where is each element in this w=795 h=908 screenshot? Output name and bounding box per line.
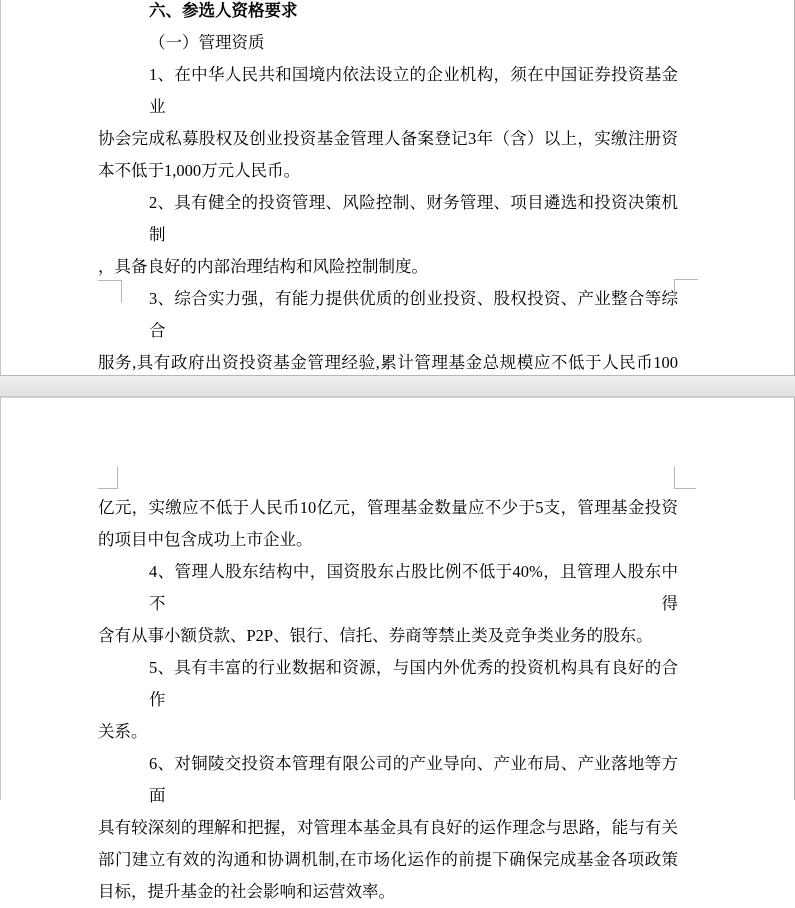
page-gap <box>0 376 795 397</box>
margin-corner-mark-top-right <box>674 467 696 489</box>
paragraph-line: 亿元，实缴应不低于人民币10亿元，管理基金数量应不少于5支，管理基金投资 <box>98 498 678 517</box>
paragraph-line: 部门建立有效的沟通和协调机制,在市场化运作的前提下确保完成基金各项政策 <box>98 850 678 869</box>
paragraph-line: 5、具有丰富的行业数据和资源，与国内外优秀的投资机构具有良好的合作 <box>149 658 678 709</box>
page-2-text <box>98 492 678 908</box>
paragraph-line: 服务,具有政府出资投资基金管理经验,累计管理基金总规模应不低于人民币100 <box>98 353 678 372</box>
paragraph-line: 协会完成私募股权及创业投资基金管理人备案登记3年（含）以上，实缴注册资 <box>98 129 678 148</box>
paragraph-line: 的项目中包含成功上市企业。 <box>98 530 313 549</box>
paragraph-line: 目标，提升基金的社会影响和运营效率。 <box>98 882 395 901</box>
paragraph-line: 具有较深刻的理解和把握，对管理本基金具有良好的运作理念与思路，能与有关 <box>98 818 678 837</box>
paragraph-line: 含有从事小额贷款、P2P、银行、信托、券商等禁止类及竞争类业务的股东。 <box>98 626 653 645</box>
margin-corner-mark-bottom-right <box>674 279 698 303</box>
section-heading: 六、参选人资格要求 <box>149 1 298 20</box>
paragraph-line: ，具备良好的内部治理结构和风险控制制度。 <box>98 257 428 276</box>
paragraph-line: 4、管理人股东结构中，国资股东占股比例不低于40%，且管理人股东中不得 <box>149 562 678 613</box>
paragraph-line: 6、对铜陵交投资本管理有限公司的产业导向、产业布局、产业落地等方面 <box>149 754 678 805</box>
subsection-heading: （一）管理资质 <box>149 33 265 52</box>
paragraph-line: 1、在中华人民共和国境内依法设立的企业机构，须在中国证券投资基金业 <box>149 65 678 116</box>
page-2 <box>0 397 795 901</box>
paragraph-line: 3、综合实力强，有能力提供优质的创业投资、股权投资、产业整合等综合 <box>149 289 678 340</box>
paragraph-line: 2、具有健全的投资管理、风险控制、财务管理、项目遴选和投资决策机制 <box>149 193 678 244</box>
paragraph-line: 关系。 <box>98 722 148 741</box>
margin-corner-mark-bottom-left <box>98 280 122 303</box>
page-1-text <box>98 0 678 379</box>
page-1 <box>0 0 795 376</box>
paragraph-line: 本不低于1,000万元人民币。 <box>98 161 301 180</box>
margin-corner-mark-top-left <box>98 467 118 489</box>
